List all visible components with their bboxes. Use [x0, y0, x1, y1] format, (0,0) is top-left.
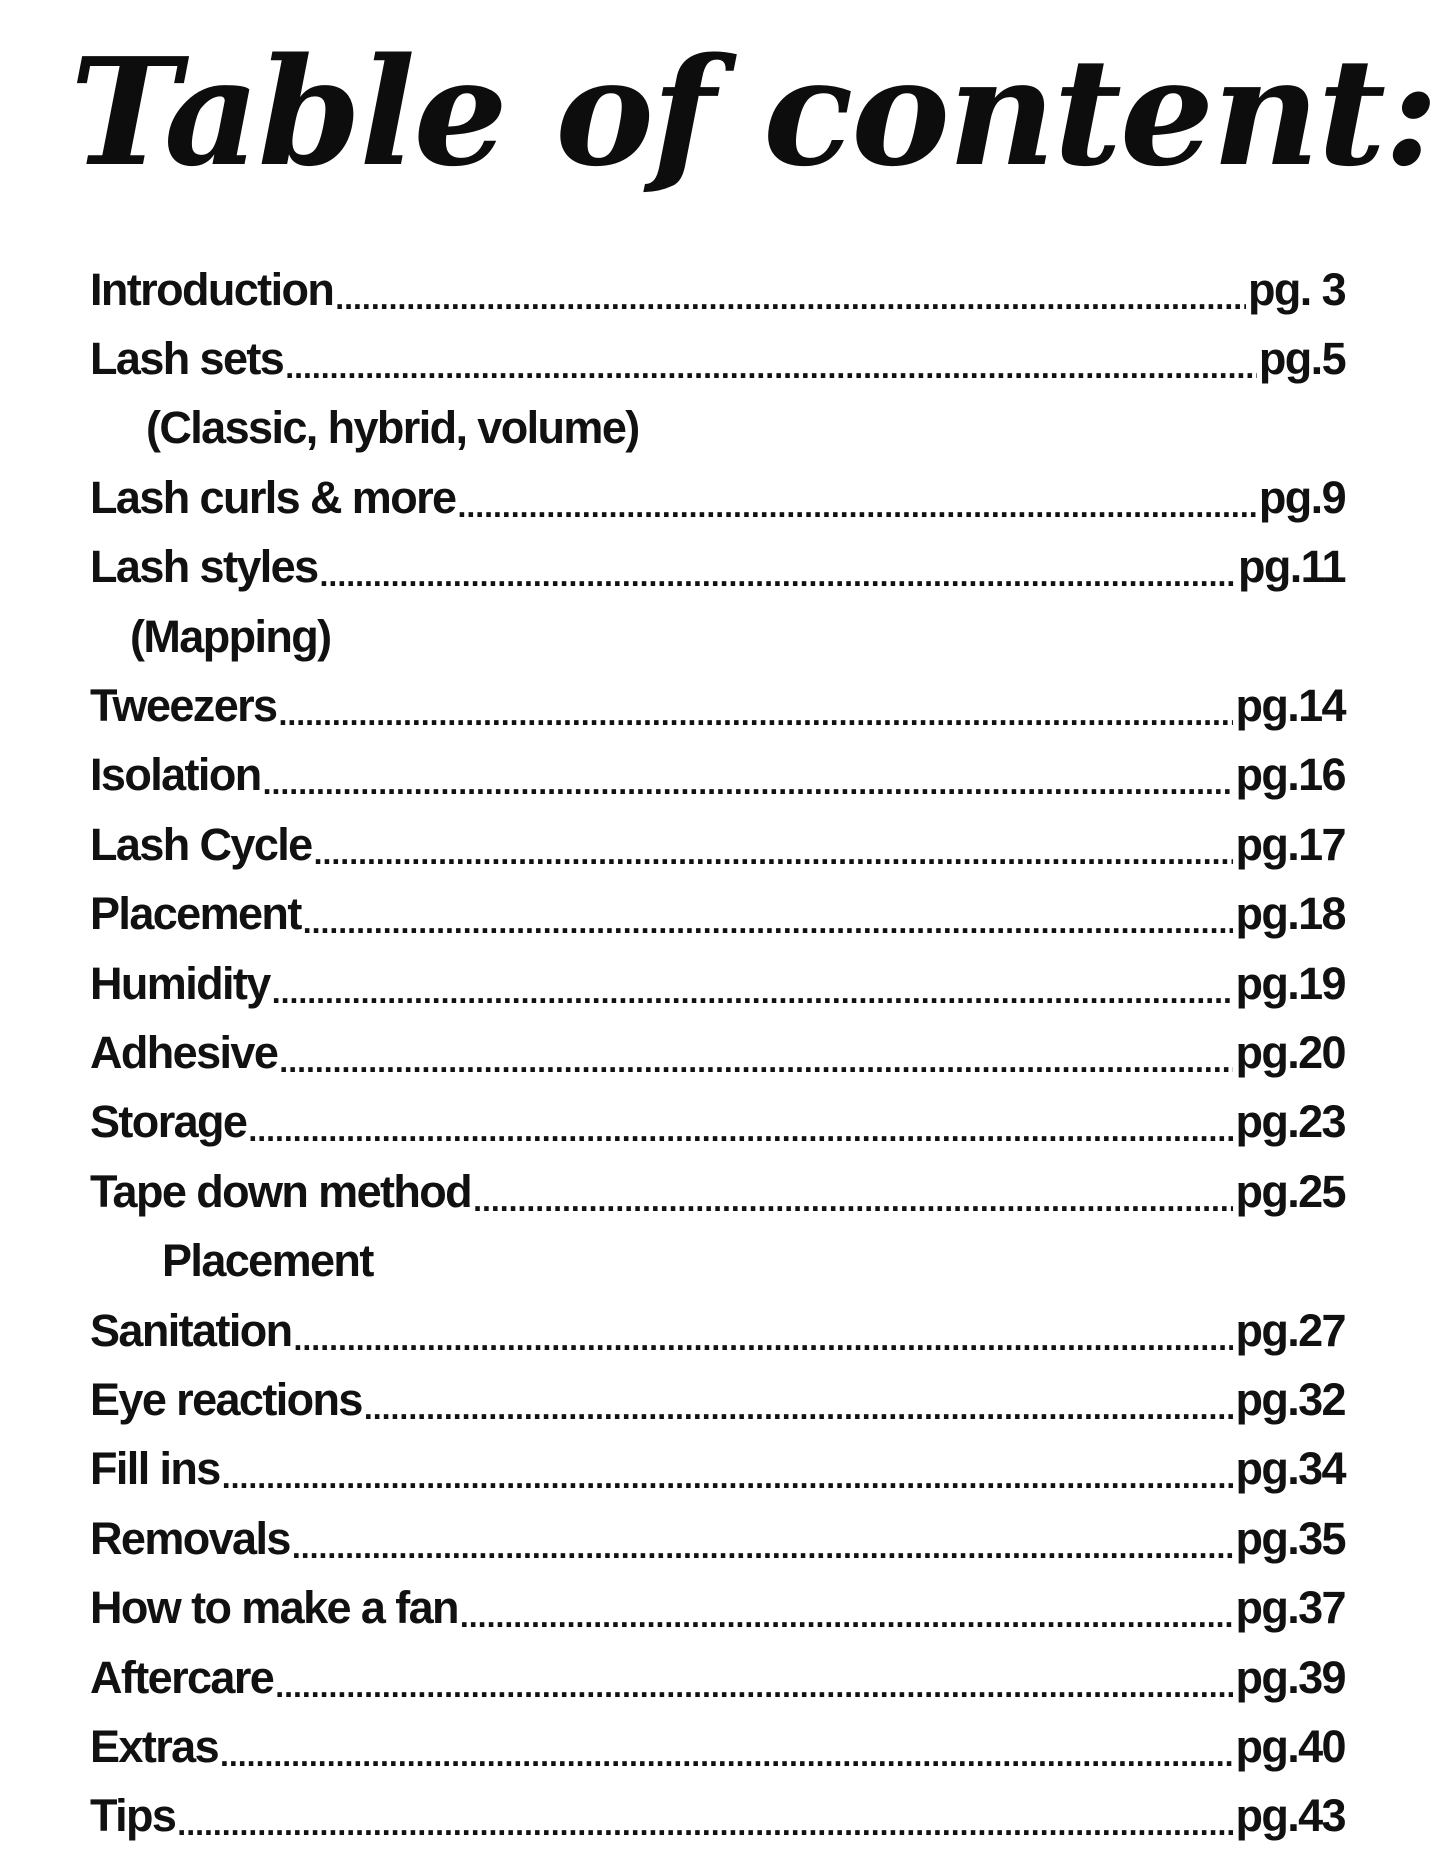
dot-leader [177, 1808, 1233, 1840]
toc-entry-label: How to make a fan [90, 1582, 458, 1634]
dot-leader [248, 1114, 1233, 1146]
toc-page-number: pg.39 [1235, 1651, 1345, 1703]
table-of-contents [90, 255, 1345, 1851]
toc-page-number: pg.9 [1258, 471, 1345, 523]
toc-entry-label: Tweezers [90, 680, 277, 732]
toc-entry-tips [90, 1782, 1345, 1851]
toc-entry-sanitation [90, 1296, 1345, 1365]
toc-page-number: pg.35 [1235, 1512, 1345, 1564]
toc-entry-placement [90, 880, 1345, 949]
dot-leader [314, 837, 1234, 869]
toc-page-number: pg.19 [1235, 957, 1345, 1009]
toc-page-number: pg.43 [1235, 1790, 1345, 1842]
dot-leader [457, 490, 1256, 522]
toc-subentry-placement [90, 1226, 1345, 1295]
toc-subentry-label: (Mapping) [130, 610, 331, 662]
toc-entry-eye-reactions [90, 1365, 1345, 1434]
dot-leader [473, 1184, 1233, 1216]
toc-entry-label: Lash curls & more [90, 471, 456, 523]
toc-subentry-mapping [90, 602, 1345, 671]
toc-entry-tweezers [90, 671, 1345, 740]
dot-leader [335, 282, 1246, 314]
toc-entry-extras [90, 1712, 1345, 1781]
dot-leader [303, 906, 1234, 938]
toc-entry-lash-styles [90, 533, 1345, 602]
toc-page-number: pg.14 [1235, 680, 1345, 732]
toc-entry-label: Storage [90, 1096, 247, 1148]
toc-entry-label: Humidity [90, 957, 270, 1009]
dot-leader [460, 1600, 1234, 1632]
dot-leader [364, 1392, 1234, 1424]
toc-entry-humidity [90, 949, 1345, 1018]
toc-entry-label: Aftercare [90, 1651, 274, 1703]
dot-leader [294, 1323, 1234, 1355]
toc-entry-label: Tape down method [90, 1165, 472, 1217]
toc-entry-lash-cycle [90, 810, 1345, 879]
toc-entry-label: Removals [90, 1512, 290, 1564]
toc-page-number: pg.23 [1235, 1096, 1345, 1148]
toc-entry-lash-sets [90, 324, 1345, 393]
toc-entry-label: Extras [90, 1720, 218, 1772]
toc-page-number: pg.27 [1235, 1304, 1345, 1356]
page-title: Table of content: [70, 25, 1437, 199]
toc-entry-storage [90, 1088, 1345, 1157]
toc-page-number: pg.11 [1237, 541, 1345, 593]
dot-leader [279, 1045, 1233, 1077]
dot-leader [220, 1739, 1233, 1771]
toc-page-number: pg. 3 [1247, 263, 1345, 315]
toc-entry-lash-curls [90, 463, 1345, 532]
dot-leader [272, 976, 1234, 1008]
dot-leader [278, 698, 1233, 730]
toc-page-number: pg.40 [1235, 1720, 1345, 1772]
toc-subentry-label: Placement [162, 1235, 373, 1287]
dot-leader [320, 559, 1236, 591]
toc-entry-label: Lash styles [90, 541, 318, 593]
toc-entry-tape-down-method [90, 1157, 1345, 1226]
toc-subentry-label: (Classic, hybrid, volume) [146, 402, 639, 454]
dot-leader [222, 1461, 1234, 1493]
toc-entry-label: Lash Cycle [90, 818, 312, 870]
toc-entry-fill-ins [90, 1435, 1345, 1504]
toc-entry-label: Isolation [90, 749, 261, 801]
toc-entry-label: Eye reactions [90, 1373, 362, 1425]
toc-entry-isolation [90, 741, 1345, 810]
toc-entry-label: Fill ins [90, 1443, 220, 1495]
toc-entry-removals [90, 1504, 1345, 1573]
toc-page-number: pg.18 [1235, 888, 1345, 940]
toc-entry-label: Tips [90, 1790, 176, 1842]
toc-entry-introduction [90, 255, 1345, 324]
dot-leader [292, 1531, 1234, 1563]
toc-entry-label: Introduction [90, 263, 334, 315]
toc-page-number: pg.37 [1235, 1582, 1345, 1634]
toc-entry-label: Sanitation [90, 1304, 292, 1356]
toc-page-number: pg.32 [1235, 1373, 1345, 1425]
toc-page-number: pg.34 [1235, 1443, 1345, 1495]
toc-entry-label: Adhesive [90, 1026, 278, 1078]
toc-subentry-lash-set-types [90, 394, 1345, 463]
dot-leader [263, 767, 1234, 799]
toc-entry-make-a-fan [90, 1573, 1345, 1642]
toc-entry-adhesive [90, 1018, 1345, 1087]
toc-page-number: pg.17 [1235, 818, 1345, 870]
toc-entry-label: Lash sets [90, 333, 284, 385]
toc-page-number: pg.5 [1258, 333, 1345, 385]
toc-entry-label: Placement [90, 888, 301, 940]
toc-page-number: pg.20 [1235, 1026, 1345, 1078]
toc-page-number: pg.16 [1235, 749, 1345, 801]
toc-page-number: pg.25 [1235, 1165, 1345, 1217]
dot-leader [275, 1670, 1233, 1702]
dot-leader [285, 351, 1257, 383]
toc-entry-aftercare [90, 1643, 1345, 1712]
